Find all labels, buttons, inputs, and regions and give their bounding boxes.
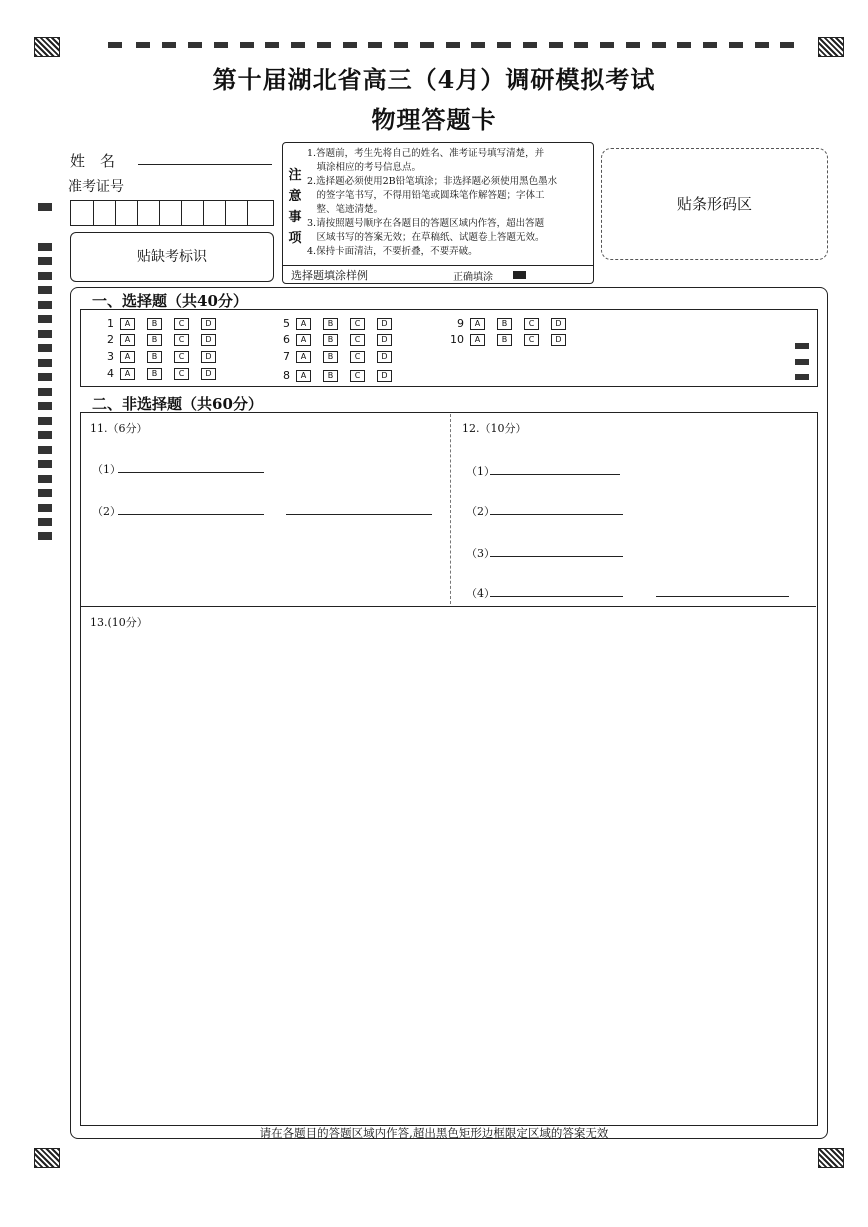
exam-id-label: 准考证号	[68, 179, 124, 195]
notice-box	[282, 142, 594, 284]
mc-question-6[interactable]: 6 A B C D	[274, 333, 404, 346]
section1-title: 一、选择题（共40分）	[92, 292, 248, 310]
notice-text: 1.答题前，考生先将自己的姓名、准考证号填写清楚，并 填涂相应的考号信息点。 2.选择题必须使用2B铅笔填涂；非选择题必须使用黑色墨水 的签字笔书写，不得用铅笔或圆珠笔作解答题；字体工 整、笔迹清楚。 3.请按照题号顺序在各题目的答题区域内作答，超出答题 区域书写的答案无效；在草稿纸、试题卷上答题无效。 4.保持卡面清洁，不要折叠，不要弄破。	[307, 148, 558, 257]
q12-label: 12.（10分）	[462, 422, 527, 435]
q12-part4-answer-a[interactable]	[490, 596, 623, 597]
q11-part1-answer[interactable]	[118, 472, 264, 473]
q12-part1-label: （1）	[466, 465, 495, 478]
q12-q13-divider	[80, 606, 816, 607]
card-subtitle: 物理答题卡	[371, 105, 497, 134]
mc-question-8[interactable]: 8 A B C D	[274, 369, 404, 382]
q12-part3-answer[interactable]	[490, 556, 623, 557]
q12-part1-answer[interactable]	[490, 474, 620, 475]
q12-part2-label: （2）	[466, 505, 495, 518]
barcode-label: 贴条形码区	[676, 195, 752, 213]
correct-fill-label: 正确填涂	[453, 272, 493, 283]
notice-vertical-label: 注 意 事 项	[288, 168, 302, 246]
mc-question-5[interactable]: 5 A B C D	[274, 317, 404, 330]
corner-marker-bottom-left	[34, 1148, 60, 1168]
absent-sticker-label: 贴缺考标识	[137, 249, 207, 265]
filled-sample-mark	[513, 271, 526, 279]
absent-sticker-area	[70, 232, 274, 282]
section2-title: 二、非选择题（共60分）	[92, 395, 263, 413]
q11-part2-answer-b[interactable]	[286, 514, 432, 515]
mc-question-10[interactable]: 10 A B C D	[448, 333, 578, 346]
q12-part4-label: （4）	[466, 587, 495, 600]
name-field[interactable]	[138, 164, 272, 165]
q11-q12-divider	[450, 414, 451, 604]
mc-question-2[interactable]: 2 A B C D	[98, 333, 228, 346]
corner-marker-top-right	[818, 37, 844, 57]
corner-marker-top-left	[34, 37, 60, 57]
q11-label: 11.（6分）	[90, 422, 148, 435]
barcode-area	[601, 148, 828, 260]
name-label: 姓 名	[70, 152, 116, 170]
q13-label: 13.(10分）	[90, 616, 148, 629]
q13-answer-area[interactable]	[82, 630, 814, 1122]
q11-part2-answer-a[interactable]	[118, 514, 264, 515]
q12-part4-answer-b[interactable]	[656, 596, 789, 597]
mc-question-7[interactable]: 7 A B C D	[274, 350, 404, 363]
q11-part1-label: （1）	[92, 463, 121, 476]
fill-example-label: 选择题填涂样例	[291, 269, 368, 282]
mc-question-1[interactable]: 1 A B C D	[98, 317, 228, 330]
exam-id-grid[interactable]	[70, 200, 274, 226]
footer-warning: 请在各题目的答题区域内作答,超出黑色矩形边框限定区域的答案无效	[259, 1126, 609, 1140]
exam-title: 第十届湖北省高三（4月）调研模拟考试	[212, 65, 656, 94]
q12-part3-label: （3）	[466, 547, 495, 560]
corner-marker-bottom-right	[818, 1148, 844, 1168]
q12-part2-answer[interactable]	[490, 514, 623, 515]
mc-question-9[interactable]: 9 A B C D	[448, 317, 578, 330]
q11-part2-label: （2）	[92, 505, 121, 518]
mc-question-4[interactable]: 4 A B C D	[98, 367, 228, 380]
mc-question-3[interactable]: 3 A B C D	[98, 350, 228, 363]
